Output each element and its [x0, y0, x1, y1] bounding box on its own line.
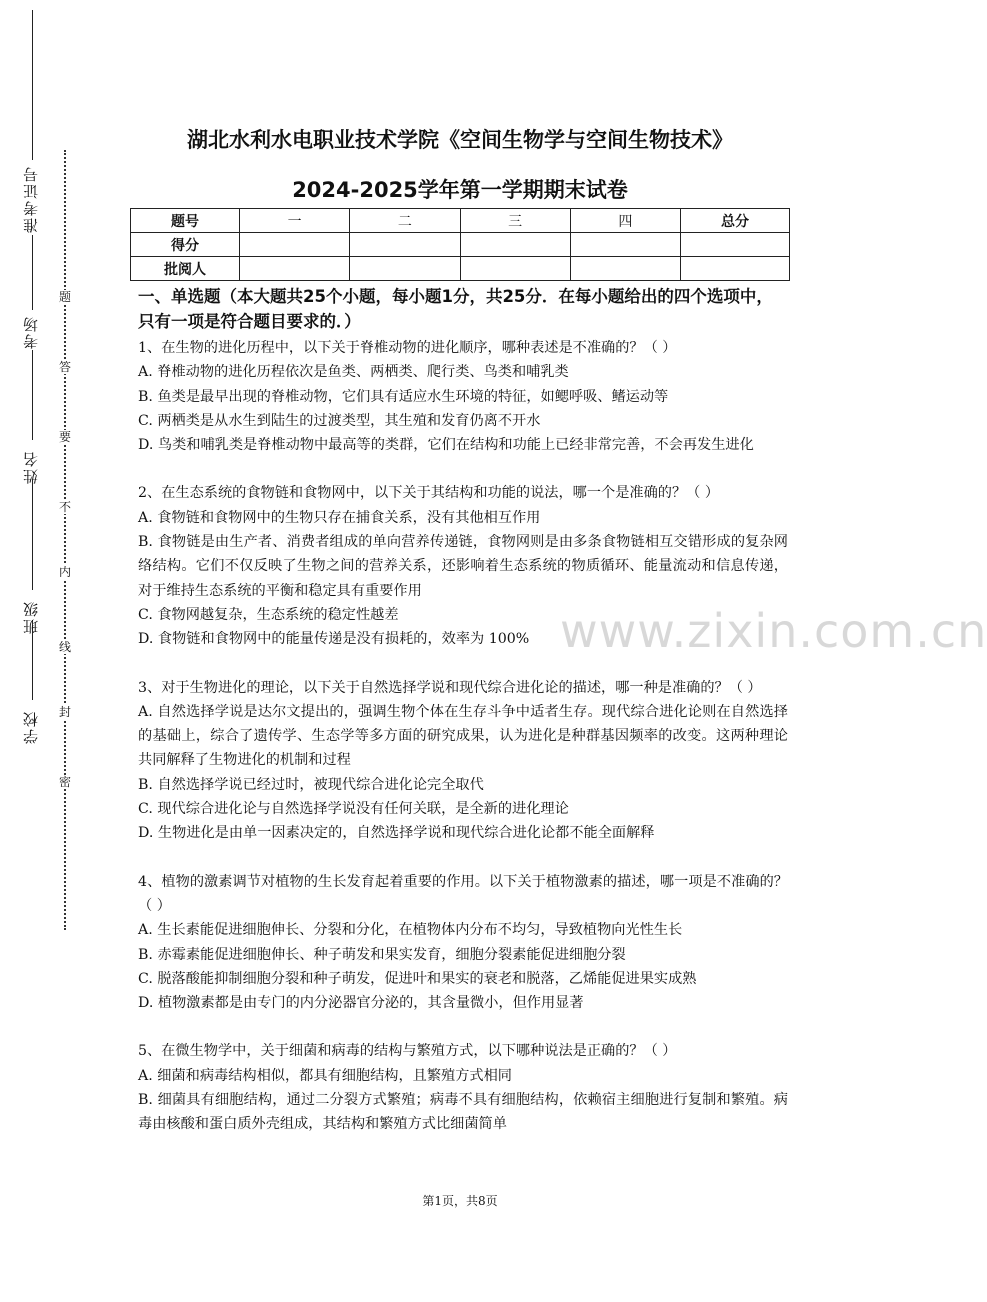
seal-char: 线: [58, 640, 71, 654]
option-d: D. 食物链和食物网中的能量传递是没有损耗的，效率为 100%: [138, 631, 530, 648]
exam-title-line2: 2024-2025学年第一学期期末试卷: [292, 178, 628, 202]
score-table-row: [131, 257, 790, 281]
option-a: A. 食物链和食物网中的生物只存在捕食关系，没有其他相互作用: [138, 509, 541, 526]
exam-content: [138, 284, 788, 1137]
exam-room-field-line: [32, 235, 33, 310]
seal-char: 要: [58, 430, 71, 444]
school-field-label: 学校: [22, 710, 40, 744]
seal-char: 不: [58, 500, 71, 514]
option-a: A. 脊椎动物的进化历程依次是鱼类、两栖类、爬行类、鸟类和哺乳类: [138, 364, 569, 381]
exam-title-line1: 湖北水利水电职业技术学院《空间生物学与空间生物技术》: [187, 128, 733, 152]
score-table-header-row: [131, 209, 790, 233]
exam-room-field-label: 考场: [22, 315, 40, 349]
question-5: [138, 1039, 788, 1136]
grader-row-label: 批阅人: [131, 257, 240, 281]
score-table-header: 三: [460, 209, 570, 233]
seal-char: 题: [58, 290, 71, 304]
option-a: A. 自然选择学说是达尔文提出的，强调生物个体在生存斗争中适者生存。现代综合进化论则在自然选择的基础上，综合了遗传学、生态学等多方面的研究成果，认为进化是种群基因频率的改变。这两种理论共同解释了生物进化的机制和过程: [138, 703, 788, 769]
score-table: [130, 208, 790, 281]
seal-char: 内: [58, 565, 71, 579]
name-field-label: 姓名: [22, 450, 40, 484]
page-footer: 第1页，共8页: [422, 1194, 498, 1208]
watermark: www.zixin.com.cn: [560, 604, 987, 658]
score-cell[interactable]: [570, 233, 680, 257]
option-b: B. 鱼类是最早出现的脊椎动物，它们具有适应水生环境的特征，如鳃呼吸、鳍运动等: [138, 388, 669, 405]
grader-cell[interactable]: [350, 257, 460, 281]
grader-cell[interactable]: [681, 257, 790, 281]
question-2: [138, 481, 788, 651]
question-stem: 2、在生态系统的食物链和食物网中，以下关于其结构和功能的说法，哪一个是准确的？（ ）: [138, 485, 720, 502]
option-d: D. 鸟类和哺乳类是脊椎动物中最高等的类群，它们在结构和功能上已经非常完善，不会再发生进化: [138, 437, 754, 454]
question-4: [138, 870, 788, 1016]
option-c: C. 两栖类是从水生到陆生的过渡类型，其生殖和发育仍离不开水: [138, 412, 541, 429]
question-1: [138, 336, 788, 457]
seal-dotted-line: [64, 150, 66, 930]
seal-char: 密: [58, 775, 71, 789]
grader-cell[interactable]: [240, 257, 350, 281]
option-b: B. 食物链是由生产者、消费者组成的单向营养传递链，食物网则是由多条食物链相互交错形成的复杂网络结构。它们不仅反映了生物之间的营养关系，还影响着生态系统的物质循环、能量流动和信息传递，对于维持生态系统的平衡和稳定具有重要作用: [138, 534, 788, 599]
score-table-header: 一: [240, 209, 350, 233]
class-field-line: [32, 480, 33, 590]
score-table-header: 题号: [131, 209, 240, 233]
option-d: D. 生物进化是由单一因素决定的，自然选择学说和现代综合进化论都不能全面解释: [138, 825, 655, 842]
grader-cell[interactable]: [570, 257, 680, 281]
score-cell[interactable]: [350, 233, 460, 257]
option-c: C. 现代综合进化论与自然选择学说没有任何关联，是全新的进化理论: [138, 801, 569, 818]
score-table-header: 总分: [681, 209, 790, 233]
option-b: B. 细菌具有细胞结构，通过二分裂方式繁殖；病毒不具有细胞结构，依赖宿主细胞进行复制和繁殖。病毒由核酸和蛋白质外壳组成，其结构和繁殖方式比细菌简单: [138, 1092, 788, 1133]
score-table-header: 二: [350, 209, 460, 233]
score-cell[interactable]: [240, 233, 350, 257]
binding-margin: [0, 150, 80, 930]
class-field-label: 班级: [22, 600, 40, 634]
question-stem: 1、在生物的进化历程中，以下关于脊椎动物的进化顺序，哪种表述是不准确的？（ ）: [138, 340, 677, 356]
name-field-line: [32, 350, 33, 440]
option-b: B. 自然选择学说已经过时，被现代综合进化论完全取代: [138, 776, 484, 793]
option-d: D. 植物激素都是由专门的内分泌器官分泌的，其含量微小，但作用显著: [138, 995, 584, 1012]
ticket-number-field-label: 准考证号: [22, 165, 40, 233]
option-c: C. 脱落酸能抑制细胞分裂和种子萌发，促进叶和果实的衰老和脱落，乙烯能促进果实成熟: [138, 970, 697, 987]
score-cell[interactable]: [460, 233, 570, 257]
score-cell[interactable]: [681, 233, 790, 257]
grader-cell[interactable]: [460, 257, 570, 281]
option-a: A. 细菌和病毒结构相似，都具有细胞结构，且繁殖方式相同: [138, 1067, 512, 1084]
score-table-header: 四: [570, 209, 680, 233]
seal-char: 封: [58, 705, 71, 719]
option-a: A. 生长素能促进细胞伸长、分裂和分化，在植物体内分布不均匀，导致植物向光性生长: [138, 922, 683, 939]
question-stem: 5、在微生物学中，关于细菌和病毒的结构与繁殖方式，以下哪种说法是正确的？（ ）: [138, 1043, 677, 1060]
question-stem: 4、植物的激素调节对植物的生长发育起着重要的作用。以下关于植物激素的描述，哪一项是不准确的？（ ）: [138, 873, 788, 914]
score-row-label: 得分: [131, 233, 240, 257]
question-stem: 3、对于生物进化的理论，以下关于自然选择学说和现代综合进化论的描述，哪一种是准确的？（ ）: [138, 679, 762, 696]
section-heading: 一、单选题（本大题共25个小题，每小题1分，共25分．在每小题给出的四个选项中，只有一项是符合题目要求的．）: [138, 287, 773, 331]
score-table-row: [131, 233, 790, 257]
option-c: C. 食物网越复杂，生态系统的稳定性越差: [138, 606, 399, 623]
question-3: [138, 676, 788, 846]
seal-char: 答: [58, 360, 71, 374]
option-b: B. 赤霉素能促进细胞伸长、种子萌发和果实发育，细胞分裂素能促进细胞分裂: [138, 946, 626, 963]
